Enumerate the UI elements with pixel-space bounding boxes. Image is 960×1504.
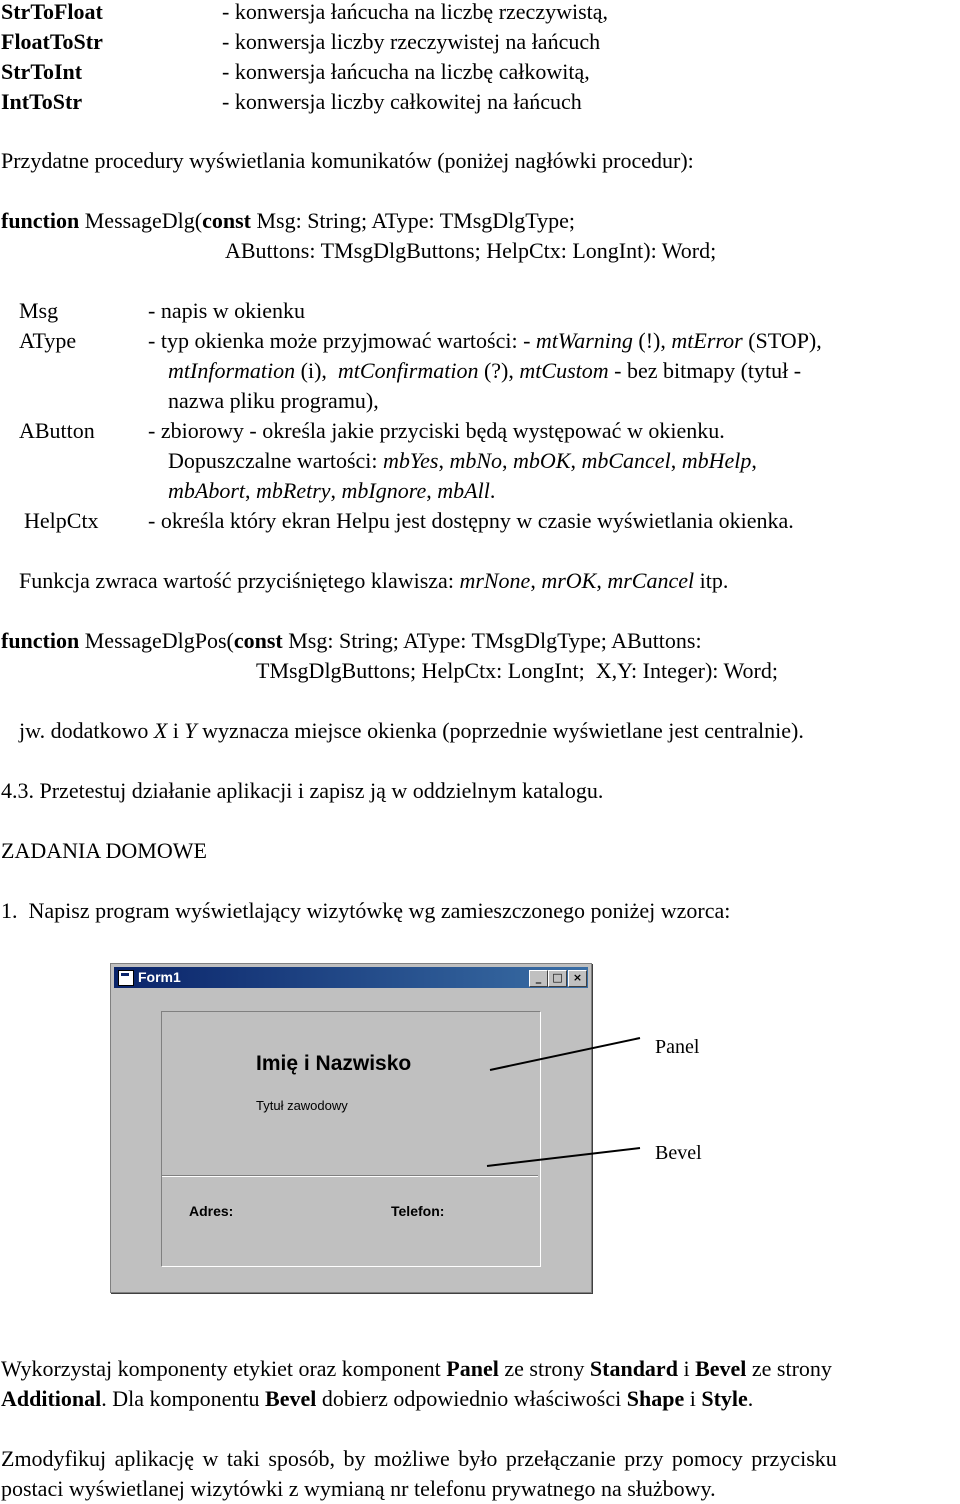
modify-line1: Zmodyfikuj aplikację w taki sposób, by możliwe było przełączanie przy pomocy przycisku [1, 1446, 837, 1471]
param-label-helpctx: HelpCtx [24, 508, 99, 533]
param-desc-msg: - napis w okienku [148, 298, 306, 323]
fn-name: MessageDlg( [84, 208, 203, 233]
kw-const: const [233, 628, 283, 653]
fn-desc-strtofloat: - konwersja łańcucha na liczbę rzeczywistą, [222, 0, 609, 24]
param-desc-atype-line1: - typ okienka może przyjmować wartości: - mtWarning (!), mtError (STOP), [148, 328, 822, 353]
fn-name-floattostr: FloatToStr [1, 29, 103, 54]
callout-label-panel: Panel [655, 1036, 700, 1058]
param-desc-atype-line3: nazwa pliku programu), [168, 388, 379, 413]
fn-name-strtoint: StrToInt [1, 59, 83, 84]
param-desc-abutton-line3: mbAbort, mbRetry, mbIgnore, mbAll. [168, 478, 496, 503]
param-desc-helpctx: - określa który ekran Helpu jest dostępny w czasie wyświetlania okienka. [148, 508, 794, 533]
param-desc-abutton-line2: Dopuszczalne wartości: mbYes, mbNo, mbOK, mbCancel, mbHelp, [168, 448, 757, 473]
callout-label-bevel: Bevel [655, 1142, 702, 1164]
fn-name-strtofloat: StrToFloat [1, 0, 103, 24]
task-1: 1. Napisz program wyświetlający wizytówkę wg zamieszczonego poniżej wzorca: [1, 898, 731, 923]
form-title: Form1 [138, 969, 181, 985]
job-title-label: Tytuł zawodowy [256, 1098, 348, 1113]
close-button[interactable]: × [568, 970, 587, 987]
param-desc-abutton-line1: - zbiorowy - określa jakie przyciski będą występować w okienku. [148, 418, 725, 443]
messagedlg-header-line2: AButtons: TMsgDlgButtons; HelpCtx: LongInt): Word; [225, 238, 717, 263]
name-label: Imię i Nazwisko [256, 1052, 412, 1075]
fn-desc-floattostr: - konwersja liczby rzeczywistej na łańcuch [222, 29, 601, 54]
callout-line-bevel [487, 1148, 640, 1166]
instructions-line1: Wykorzystaj komponenty etykiet oraz komponent Panel ze strony Standard i Bevel ze strony [1, 1356, 832, 1381]
minimize-button[interactable]: _ [529, 970, 548, 987]
params-part: Msg: String; AType: TMsgDlgType; [256, 208, 576, 233]
param-label-msg: Msg [19, 298, 59, 323]
fn-desc-strtoint: - konwersja łańcucha na liczbę całkowitą, [222, 59, 590, 84]
fn-name: MessageDlgPos( [84, 628, 234, 653]
instructions-line2: Additional. Dla komponentu Bevel dobierz odpowiednio właściwości Shape i Style. [1, 1386, 754, 1411]
param-label-abutton: AButton [19, 418, 95, 443]
kw-function: function [1, 208, 80, 233]
kw-function: function [1, 628, 80, 653]
fn-name-inttostr: IntToStr [1, 89, 83, 114]
address-label: Adres: [189, 1203, 234, 1219]
intro-text: Przydatne procedury wyświetlania komunikatów (poniżej nagłówki procedur): [1, 148, 694, 173]
modify-line2: postaci wyświetlanej wizytówki z wymianą nr telefonu prywatnego na służbowy. [1, 1476, 716, 1501]
section-heading-zadania: ZADANIA DOMOWE [1, 838, 207, 863]
task-4-3: 4.3. Przetestuj działanie aplikacji i zapisz ją w oddzielnym katalogu. [1, 778, 604, 803]
phone-label: Telefon: [391, 1203, 445, 1219]
callout-line-panel [490, 1038, 640, 1070]
jw-note: jw. dodatkowo X i Y wyznacza miejsce okienka (poprzednie wyświetlane jest centralnie). [19, 718, 804, 743]
return-value-text: Funkcja zwraca wartość przyciśniętego klawisza: mrNone, mrOK, mrCancel itp. [19, 568, 729, 593]
fn-desc-inttostr: - konwersja liczby całkowitej na łańcuch [222, 89, 582, 114]
maximize-button[interactable]: □ [548, 970, 567, 987]
param-label-atype: AType [19, 328, 77, 353]
param-desc-atype-line2: mtInformation (i), mtConfirmation (?), mtCustom - bez bitmapy (tytuł - [168, 358, 802, 383]
messagedlgpos-header-line2: TMsgDlgButtons; HelpCtx: LongInt; X,Y: Integer): Word; [256, 658, 778, 683]
kw-const: const [202, 208, 251, 233]
params-part: Msg: String; AType: TMsgDlgType; AButtons: [288, 628, 702, 653]
